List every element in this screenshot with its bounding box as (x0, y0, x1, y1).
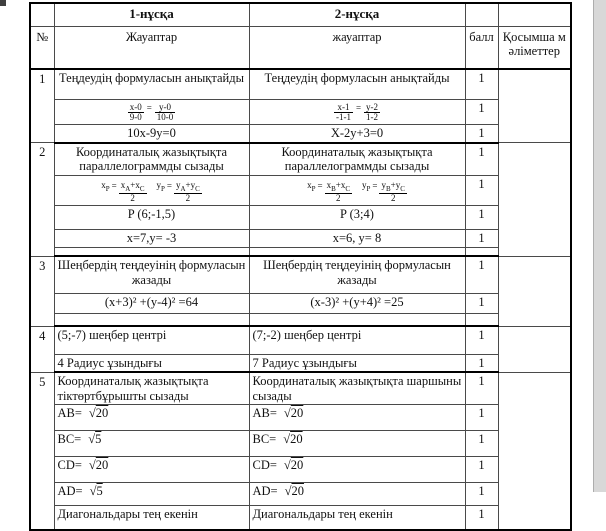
fraction: $\frac{y-2}{1-2}$ (366, 101, 379, 123)
segment-label: AD= (252, 484, 278, 499)
extra-info-cell (498, 256, 571, 326)
score-cell: 1 (465, 143, 498, 176)
table-row (30, 99, 571, 125)
score-cell: 1 (465, 99, 498, 125)
question-number-cell: 1 (30, 69, 54, 143)
radicand-value: 5 (96, 484, 103, 499)
fraction-equation: $\frac{x-0}{9-0}$ = $\frac{y-0}{10-0}$ (129, 101, 174, 123)
extra-info-cell (498, 326, 571, 372)
question-number-cell: 2 (30, 143, 54, 256)
answer-cell-variant2: Координаталық жазықтықта параллелограммды сызады (249, 143, 465, 176)
answer-cell-variant2: Координаталық жазықтықта шаршыны сызады (249, 372, 465, 405)
score-cell: 1 (465, 326, 498, 354)
radical-sign: √ (89, 484, 97, 499)
radicand-value: 20 (291, 484, 304, 499)
score-cell (465, 313, 498, 326)
answer-cell-variant2 (249, 313, 465, 326)
table-row (30, 125, 571, 143)
answer-cell-variant2: (7;-2) шеңбер центрі (249, 326, 465, 354)
answer-cell-variant1 (54, 175, 249, 205)
variant2-header: 2-нұсқа (249, 3, 465, 26)
segment-label: BC= (57, 432, 82, 447)
table-row (30, 175, 571, 205)
table-row (30, 313, 571, 326)
midpoint-formula: $x_P$ = $\frac{x_A+x_C}{2}$ (101, 179, 145, 204)
answer-cell-variant1: (5;-7) шеңбер центрі (54, 326, 249, 354)
table-row (30, 293, 571, 313)
score-cell: 1 (465, 483, 498, 506)
table-row (30, 405, 571, 431)
score-cell: 1 (465, 256, 498, 293)
answer-cell-variant2 (249, 175, 465, 205)
answer-cell-variant1 (54, 247, 249, 256)
segment-label: CD= (57, 458, 82, 473)
empty-header-cell (30, 3, 54, 26)
score-cell: 1 (465, 206, 498, 230)
radical-sign: √ (88, 432, 96, 447)
col-header-answers-variant1: Жауаптар (54, 26, 249, 69)
empty-header-cell (465, 3, 498, 26)
table-row (30, 431, 571, 457)
answer-cell-variant2: Теңдеудің формуласын анықтайды (249, 69, 465, 99)
extra-info-cell (498, 372, 571, 530)
question-number-cell: 4 (30, 326, 54, 372)
answer-cell-variant1: x=7,y= -3 (54, 230, 249, 248)
midpoint-formula: $y_P$ = $\frac{y_A+y_C}{2}$ (156, 179, 200, 204)
answer-cell-variant1: Диагональдары тең екенін (54, 506, 249, 530)
answer-cell-variant1 (54, 313, 249, 326)
col-header-answers-variant2: жауаптар (249, 26, 465, 69)
score-cell (465, 247, 498, 256)
col-header-extra-info: Қосымша мәліметтер (498, 26, 571, 69)
table-row (30, 457, 571, 483)
table-row (30, 372, 571, 405)
score-cell: 1 (465, 175, 498, 205)
square-root (88, 432, 101, 447)
answer-cell-variant1 (54, 457, 249, 483)
segment-label: CD= (252, 458, 277, 473)
answer-cell-variant2 (249, 405, 465, 431)
table-row (30, 256, 571, 293)
answer-cell-variant1: Теңдеудің формуласын анықтайды (54, 69, 249, 99)
fraction: $\frac{y-0}{10-0}$ (156, 101, 174, 123)
answer-cell-variant2 (249, 483, 465, 506)
segment-label: AB= (57, 406, 82, 421)
answer-cell-variant2 (249, 457, 465, 483)
score-cell: 1 (465, 457, 498, 483)
score-cell: 1 (465, 405, 498, 431)
table-row (30, 230, 571, 248)
score-cell: 1 (465, 230, 498, 248)
radical-sign: √ (88, 458, 96, 473)
answer-cell-variant1: Шеңбердің теңдеуінің формуласын жазады (54, 256, 249, 293)
table-row (30, 354, 571, 372)
score-cell: 1 (465, 354, 498, 372)
answer-cell-variant2: Шеңбердің теңдеуінің формуласын жазады (249, 256, 465, 293)
square-root (283, 432, 302, 447)
fraction-equation: $\frac{x-1}{-1-1}$ = $\frac{y-2}{1-2}$ (335, 101, 379, 123)
radical-sign: √ (283, 432, 291, 447)
square-root (89, 406, 108, 421)
answer-cell-variant2: (x-3)² +(y+4)² =25 (249, 293, 465, 313)
answer-cell-variant1 (54, 405, 249, 431)
square-root (284, 458, 303, 473)
answer-cell-variant1: (x+3)² +(y-4)² =64 (54, 293, 249, 313)
table-row (30, 326, 571, 354)
score-cell: 1 (465, 293, 498, 313)
extra-info-cell (498, 143, 571, 256)
segment-label: AD= (57, 484, 83, 499)
midpoint-formula: $y_P$ = $\frac{y_B+y_C}{2}$ (362, 179, 405, 204)
answer-cell-variant1: P (6;-1,5) (54, 206, 249, 230)
answer-cell-variant2: X-2y+3=0 (249, 125, 465, 143)
radical-sign: √ (283, 406, 291, 421)
radicand-value: 20 (95, 406, 109, 421)
fraction: $\frac{x-0}{9-0}$ (129, 101, 142, 123)
variant1-header: 1-нұсқа (54, 3, 249, 26)
answer-cell-variant2: P (3;4) (249, 206, 465, 230)
table-row (30, 506, 571, 530)
square-root (89, 458, 108, 473)
table-row (30, 143, 571, 176)
page-corner-mark (0, 0, 6, 6)
score-cell: 1 (465, 125, 498, 143)
column-header-row (30, 26, 571, 69)
answer-cell-variant1 (54, 99, 249, 125)
radicand-value: 5 (95, 432, 102, 447)
midpoint-formula: $x_P$ = $\frac{x_B+x_C}{2}$ (307, 179, 350, 204)
answer-cell-variant2: x=6, y= 8 (249, 230, 465, 248)
question-number-cell: 5 (30, 372, 54, 530)
square-root (90, 484, 103, 499)
answer-cell-variant1: Координаталық жазықтықта параллелограммды сызады (54, 143, 249, 176)
segment-label: BC= (252, 432, 277, 447)
radical-sign: √ (284, 484, 292, 499)
answer-cell-variant1: 10x-9y=0 (54, 125, 249, 143)
answer-cell-variant2: 7 Радиус ұзындығы (249, 354, 465, 372)
question-number-cell: 3 (30, 256, 54, 326)
radicand-value: 20 (290, 458, 304, 473)
square-root (285, 484, 304, 499)
answer-cell-variant2 (249, 431, 465, 457)
square-root (284, 406, 303, 421)
answer-cell-variant1: Координаталық жазықтықта тіктөртбұрышты сызады (54, 372, 249, 405)
scrollbar-track[interactable] (593, 0, 606, 492)
radicand-value: 20 (290, 432, 303, 447)
score-cell: 1 (465, 431, 498, 457)
table-row (30, 206, 571, 230)
answer-cell-variant1 (54, 431, 249, 457)
radical-sign: √ (283, 458, 291, 473)
table-row (30, 483, 571, 506)
answer-cell-variant1 (54, 483, 249, 506)
score-cell: 1 (465, 506, 498, 530)
radicand-value: 20 (290, 406, 304, 421)
score-cell: 1 (465, 69, 498, 99)
answer-cell-variant2 (249, 247, 465, 256)
fraction: $\frac{x-1}{-1-1}$ (335, 101, 351, 123)
col-header-score: балл (465, 26, 498, 69)
score-cell: 1 (465, 372, 498, 405)
radicand-value: 20 (95, 458, 109, 473)
empty-header-cell (498, 3, 571, 26)
answer-cell-variant2: Диагональдары тең екенін (249, 506, 465, 530)
segment-label: AB= (252, 406, 277, 421)
col-header-number: № (30, 26, 54, 69)
extra-info-cell (498, 69, 571, 143)
answer-cell-variant1: 4 Радиус ұзындығы (54, 354, 249, 372)
table-row (30, 69, 571, 99)
table-row (30, 247, 571, 256)
radical-sign: √ (88, 406, 96, 421)
answer-cell-variant2 (249, 99, 465, 125)
answer-key-table (29, 2, 572, 531)
variant-header-row (30, 3, 571, 26)
